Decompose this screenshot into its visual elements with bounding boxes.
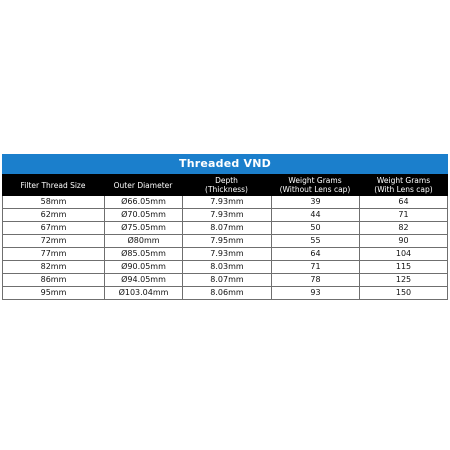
- cell-weight-without-cap: 50: [272, 222, 360, 234]
- cell-weight-without-cap: 71: [272, 261, 360, 273]
- cell-thread-size: 77mm: [3, 248, 105, 260]
- cell-weight-without-cap: 78: [272, 274, 360, 286]
- header-filter-thread-size: [2, 174, 104, 196]
- table-row: [3, 209, 447, 222]
- cell-depth: 8.06mm: [183, 287, 272, 299]
- cell-depth: 7.95mm: [183, 235, 272, 247]
- cell-outer-diameter: Ø85.05mm: [105, 248, 183, 260]
- cell-weight-without-cap: 55: [272, 235, 360, 247]
- header-line: Weight Grams: [376, 176, 431, 185]
- table-row: [3, 287, 447, 300]
- cell-thread-size: 86mm: [3, 274, 105, 286]
- header-weight-without-cap: [271, 174, 359, 196]
- table-body: [2, 196, 448, 300]
- spec-table: [2, 154, 448, 300]
- table-row: [3, 235, 447, 248]
- header-line: Outer Diameter: [113, 180, 173, 190]
- cell-outer-diameter: Ø75.05mm: [105, 222, 183, 234]
- cell-thread-size: 95mm: [3, 287, 105, 299]
- cell-thread-size: 72mm: [3, 235, 105, 247]
- cell-depth: 7.93mm: [183, 196, 272, 208]
- cell-thread-size: 62mm: [3, 209, 105, 221]
- header-depth: [182, 174, 271, 196]
- cell-depth: 8.03mm: [183, 261, 272, 273]
- header-subline: (With Lens cap): [374, 185, 433, 194]
- table-row: [3, 196, 447, 209]
- cell-weight-with-cap: 150: [395, 288, 412, 297]
- cell-weight-with-cap: 71: [398, 210, 409, 219]
- cell-weight-with-cap: 125: [395, 275, 412, 284]
- cell-depth: 8.07mm: [183, 274, 272, 286]
- cell-weight-with-cap: 64: [398, 197, 409, 206]
- table-header-row: [2, 174, 448, 196]
- table-row: [3, 222, 447, 235]
- cell-weight-without-cap: 64: [272, 248, 360, 260]
- cell-depth: 7.93mm: [183, 248, 272, 260]
- header-subline: (Without Lens cap): [279, 185, 351, 194]
- cell-outer-diameter: Ø94.05mm: [105, 274, 183, 286]
- cell-weight-without-cap: 39: [272, 196, 360, 208]
- header-line: Depth: [215, 176, 238, 185]
- cell-outer-diameter: Ø103.04mm: [105, 287, 183, 299]
- cell-outer-diameter: Ø66.05mm: [105, 196, 183, 208]
- table-title: Threaded VND: [2, 154, 448, 174]
- cell-outer-diameter: Ø80mm: [105, 235, 183, 247]
- cell-thread-size: 82mm: [3, 261, 105, 273]
- cell-weight-without-cap: 44: [272, 209, 360, 221]
- table-row: [3, 274, 447, 287]
- cell-weight-without-cap: 93: [272, 287, 360, 299]
- cell-weight-with-cap: 104: [395, 249, 412, 258]
- cell-weight-with-cap: 90: [398, 236, 409, 245]
- header-outer-diameter: [104, 174, 182, 196]
- cell-depth: 7.93mm: [183, 209, 272, 221]
- header-line: Filter Thread Size: [20, 180, 86, 190]
- table-row: [3, 248, 447, 261]
- header-subline: (Thickness): [205, 185, 248, 194]
- cell-weight-with-cap: 115: [395, 262, 412, 271]
- header-weight-with-cap: [359, 174, 448, 196]
- cell-outer-diameter: Ø90.05mm: [105, 261, 183, 273]
- cell-outer-diameter: Ø70.05mm: [105, 209, 183, 221]
- cell-depth: 8.07mm: [183, 222, 272, 234]
- cell-weight-with-cap: 82: [398, 223, 409, 232]
- header-line: Weight Grams: [288, 176, 342, 185]
- table-row: [3, 261, 447, 274]
- cell-thread-size: 58mm: [3, 196, 105, 208]
- cell-thread-size: 67mm: [3, 222, 105, 234]
